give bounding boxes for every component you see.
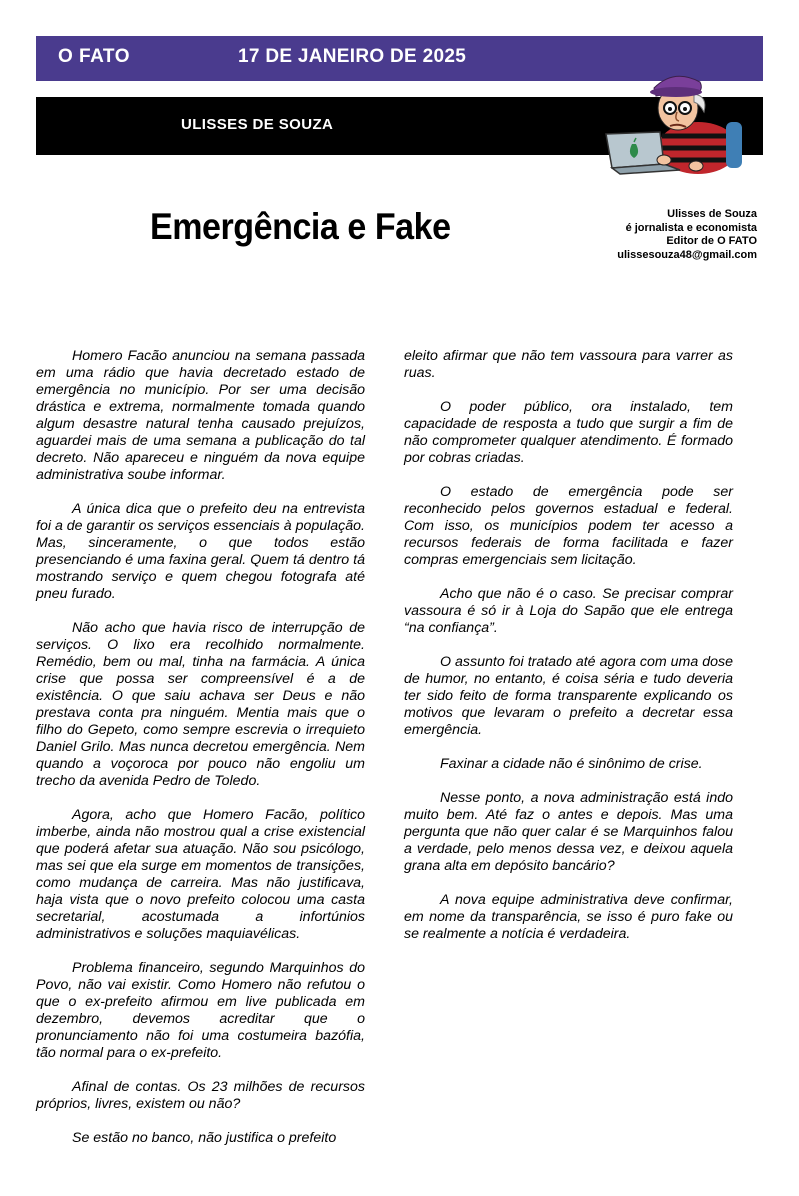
publication-name: O FATO: [58, 46, 130, 67]
byline-name: Ulisses de Souza: [667, 208, 757, 220]
paragraph: A única dica que o prefeito deu na entrevista foi a de garantir os serviços essenciais à população. Mas, sinceramente, o que todos estão presenciando é uma faxina geral. Quem tá dentro tá mostrando serviço e quem chegou fotografa até pneu furado.: [36, 501, 365, 602]
paragraph: Acho que não é o caso. Se precisar comprar vassoura é só ir à Loja do Sapão que ele entrega “na confiança”.: [404, 586, 733, 636]
paragraph: O assunto foi tratado até agora com uma dose de humor, no entanto, é coisa séria e tudo deveria ter sido feito de forma transparente explicando os motivos que levaram o prefeito a decretar essa emergência.: [404, 654, 733, 738]
byline-profession: é jornalista e economista: [625, 221, 757, 234]
paragraph: Afinal de contas. Os 23 milhões de recursos próprios, livres, existem ou não?: [36, 1079, 365, 1112]
author-caricature-icon: [600, 66, 750, 176]
paragraph-continuation: eleito afirmar que não tem vassoura para varrer as ruas.: [404, 348, 733, 381]
byline-role: Editor de O FATO: [666, 235, 757, 247]
paragraph: Nesse ponto, a nova administração está indo muito bem. Até faz o antes e depois. Mas uma pergunta que não quer calar é se Marquinhos falou a verdade, pelo menos dessa vez, e deixou aquela grana alta em depósito bancário?: [404, 790, 733, 874]
paragraph: O estado de emergência pode ser reconhecido pelos governos estadual e federal. Com isso, os municípios podem ter acesso a recursos federais de forma facilitada e fazer compras emergenciais sem licitação.: [404, 484, 733, 568]
byline-email: ulissesouza48@gmail.com: [617, 248, 757, 261]
author-byline: [617, 208, 757, 262]
paragraph: A nova equipe administrativa deve confirmar, em nome da transparência, se isso é puro fake ou se realmente a notícia é verdadeira.: [404, 892, 733, 942]
article-column-left: [36, 348, 365, 1164]
article-title: Emergência e Fake: [150, 206, 451, 247]
issue-date: 17 DE JANEIRO DE 2025: [238, 46, 467, 67]
paragraph: O poder público, ora instalado, tem capacidade de resposta a tudo que surgir a fim de não comprometer qualquer atendimento. É formado por cobras criadas.: [404, 399, 733, 466]
paragraph: Se estão no banco, não justifica o prefeito: [72, 1130, 337, 1146]
paragraph: Faxinar a cidade não é sinônimo de crise.: [440, 756, 703, 772]
article-column-right: [404, 348, 733, 960]
paragraph: Problema financeiro, segundo Marquinhos do Povo, não vai existir. Como Homero não refutou o que o ex-prefeito afirmou em live publicada em dezembro, devemos acreditar que o pronunciamento não foi uma costumeira bazófia, tão normal para o ex-prefeito.: [36, 960, 365, 1061]
author-name: ULISSES DE SOUZA: [181, 116, 334, 133]
paragraph: Não acho que havia risco de interrupção de serviços. O lixo era recolhido normalmente. Remédio, bem ou mal, tinha na farmácia. A única crise que possa ser compreensível é a de existência. O que saiu achava ser Deus e não prestava conta pra ninguém. Mentia mais que o filho do Gepeto, como sempre escrevia o irrequieto Daniel Grilo. Mas nunca decretou emergência. Nem quando a voçoroca por pouco não engoliu um trecho da avenida Pedro de Toledo.: [36, 620, 365, 789]
paragraph: Homero Facão anunciou na semana passada em uma rádio que havia decretado estado de emergência no município. Por ser uma decisão drástica e extrema, normalmente tomada quando algum desastre natural tenha causado prejuízos, aguardei mais de uma semana a publicação do tal decreto. Não apareceu e ninguém da nova equipe administrativa soube informar.: [36, 348, 365, 483]
paragraph: Agora, acho que Homero Facão, político imberbe, ainda não mostrou qual a crise existencial que poderá afetar sua atuação. Não sou psicólogo, mas sei que ela surge em momentos de transições, como mudança de carreira. Mas não justificava, haja vista que o novo prefeito colocou uma casta secretarial, acostumada a infortúnios administrativos e soluções maquiavélicas.: [36, 807, 365, 942]
